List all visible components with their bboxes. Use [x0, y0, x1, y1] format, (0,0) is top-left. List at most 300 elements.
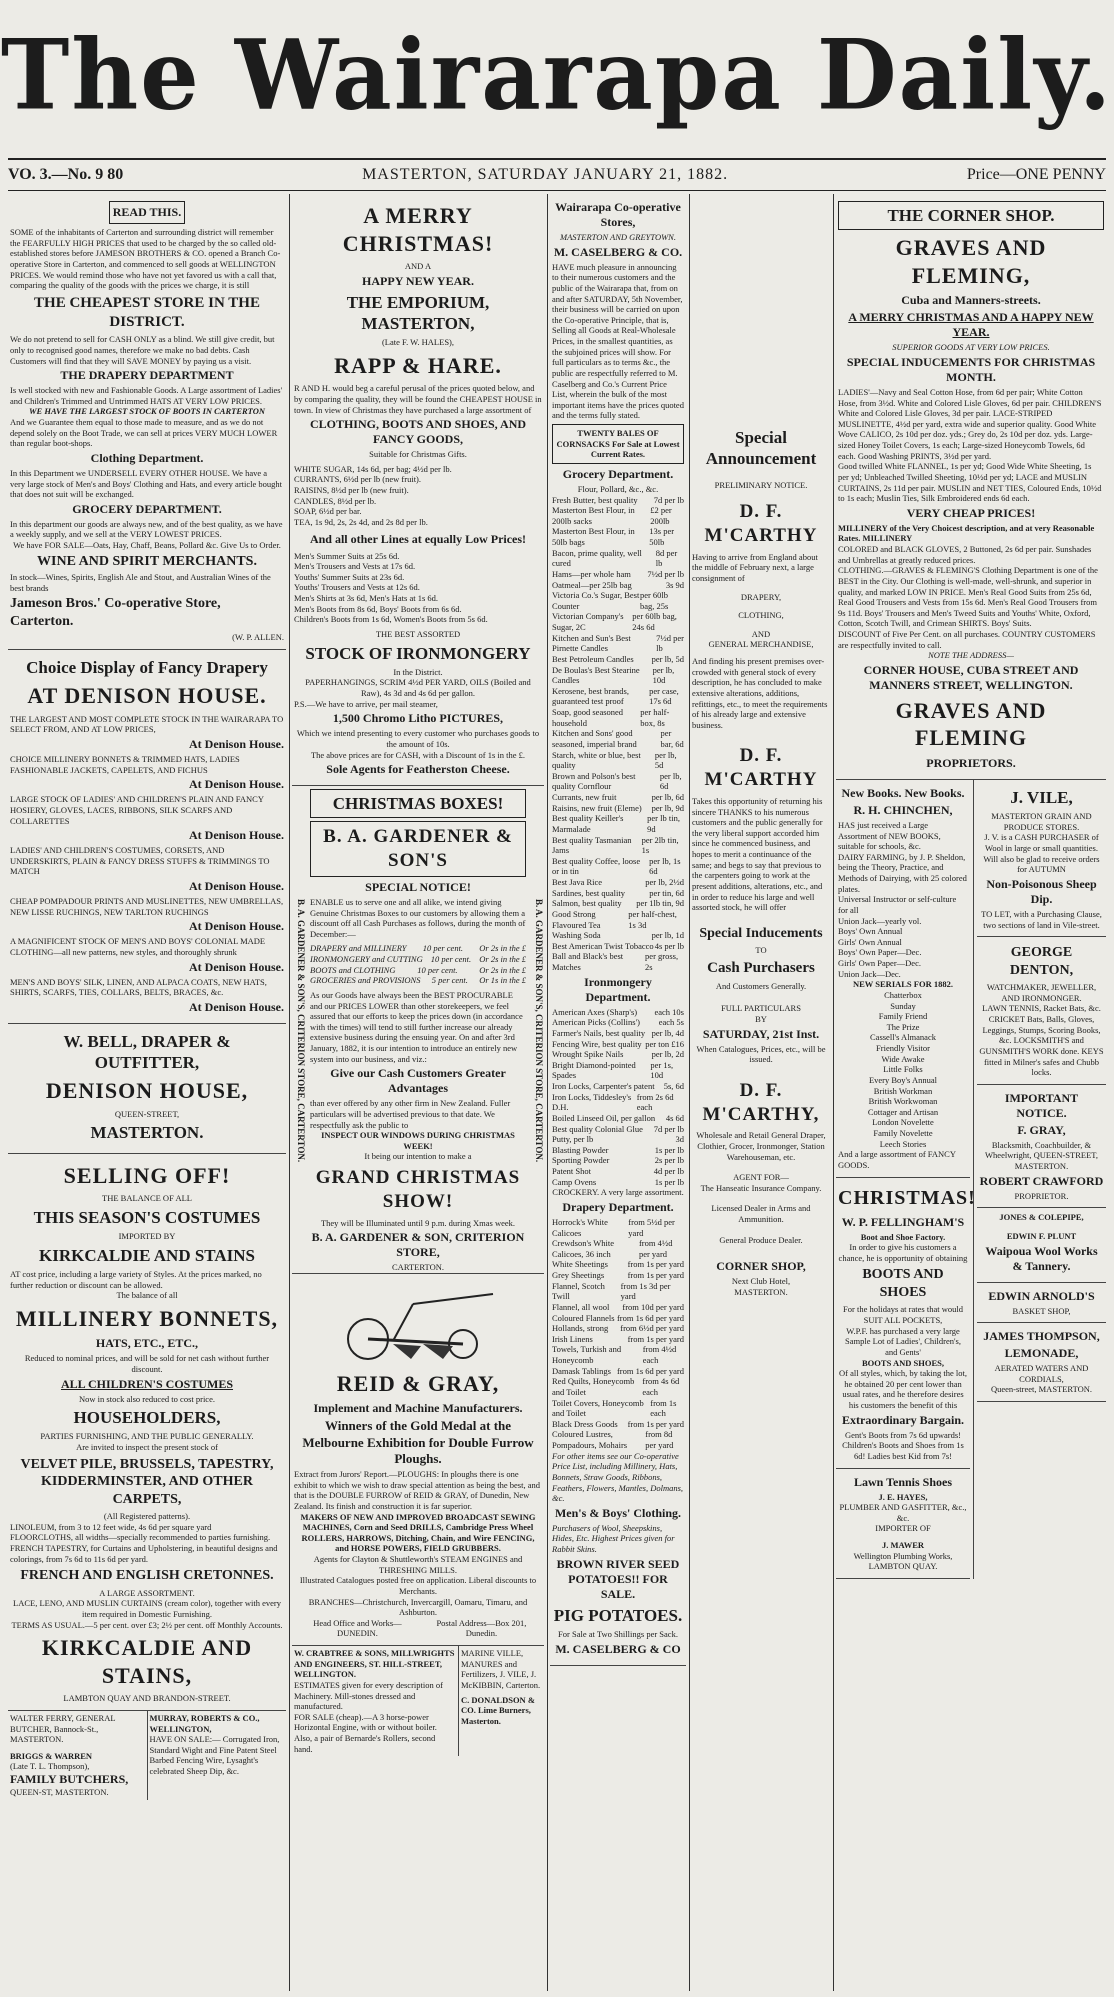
- item-price: from 1s per yard: [627, 1418, 684, 1429]
- advert-heading: Clothing Department.: [90, 450, 204, 465]
- mccarthy-advert: [692, 194, 830, 1298]
- list-item: [552, 505, 684, 526]
- advert-heading: Sole Agents for Featherston Cheese.: [326, 762, 510, 777]
- advert-heading: B. A. GARDENER & SON'S: [310, 821, 526, 877]
- item-name: Hams—per whole ham: [552, 568, 631, 579]
- list-item: [552, 1313, 684, 1324]
- advert-text: BY: [755, 1013, 767, 1024]
- advert-heading: GEORGE DENTON,: [1009, 945, 1074, 978]
- item-price: 3s 9d: [665, 579, 684, 590]
- book-item: Boys' Own Annual: [838, 926, 903, 937]
- list-item: [552, 707, 684, 728]
- list-item: [552, 1177, 684, 1188]
- discount-item: BOOTS and CLOTHING: [310, 964, 396, 975]
- left-subcolumn: [836, 780, 974, 1579]
- arnold-advert: [977, 1283, 1106, 1324]
- advert-heading: CORNER HOUSE, CUBA STREET AND MANNERS STREET, WELLINGTON.: [863, 662, 1079, 692]
- marine-advert: [459, 1646, 544, 1756]
- advert-text: Wholesale and Retail General Draper, Clothier, Grocer, Ironmonger, Station Warehouseman, etc.: [696, 1130, 826, 1162]
- suit-item: Men's Summer Suits at 25s 6d.: [294, 550, 400, 561]
- advert-text: Now in stock also reduced to cost price.: [79, 1393, 215, 1404]
- advert-text: than ever offered by any other firm in New Zealand. Fuller particulars will be advertised previous to that date. We respectfully ask the public to: [310, 1098, 511, 1130]
- advert-text: The balance of all: [116, 1290, 178, 1301]
- advert-heading: SELLING OFF!: [63, 1162, 231, 1188]
- list-item: [552, 803, 684, 814]
- advert-text: LADIES'—Navy and Seal Cotton Hose, from 6d per pair; White Cotton Hose, from 3½d. White and Colored Lisle Gloves, 6d per pair. CHILDREN'S White and Colored Lisle Gloves, 3d per pair. LACE-STRIPED MUSLINETTE, 4½d per yard, extra wide and superior quality. Good White Wove CALICO, 2s 10d per doz. yds.; Grey do, 2s 10d per doz. yds. Large-sized Honey Toilet Covers, 1s each; Large-sized Honeycomb Towels, 6d each. Good Washing PRINTS, 3½d per yard.: [838, 386, 1102, 461]
- right-subcolumn: [974, 780, 1106, 1579]
- item-name: Irish Linens: [552, 1333, 593, 1344]
- price-item: CURRANTS, 6½d per lb (new fruit).: [294, 474, 422, 485]
- list-item: [552, 792, 684, 803]
- advert-heading: IMPORTANT NOTICE.: [1004, 1090, 1079, 1120]
- advert-text: Will also be glad to receive orders for AUTUMN: [983, 853, 1100, 875]
- item-name: Soap, good seasoned household: [552, 707, 624, 728]
- advert-heading: EDWIN ARNOLD'S: [988, 1288, 1095, 1303]
- advert-text: IMPORTED BY: [118, 1231, 176, 1241]
- bottom-adverts: [292, 1646, 544, 1756]
- advert-text: For Sale at Two Shillings per Sack.: [558, 1628, 678, 1639]
- advert-text: In the District.: [393, 666, 443, 677]
- advert-text: And Customers Generally.: [715, 980, 807, 991]
- advert-text: LINOLEUM, from 3 to 12 feet wide, 4s 6d per square yard: [10, 1521, 212, 1532]
- newspaper-title: The Wairarapa Daily.: [0, 18, 1114, 132]
- column-rule: [833, 194, 834, 1991]
- advert-heading: TWENTY BALES OF CORNSACKS For Sale at Lowest Current Rates.: [552, 424, 684, 464]
- list-item: [552, 1217, 684, 1238]
- advert-heading: Jameson Bros.' Co-operative Store, Carterton.: [10, 596, 221, 629]
- item-name: Crewdson's White Calicoes, 36 inch: [552, 1238, 615, 1259]
- advert-heading: Lawn Tennis Shoes: [853, 1474, 953, 1489]
- list-item: [552, 569, 684, 580]
- serial-item: Cassell's Almanack: [870, 1032, 936, 1043]
- ferry-advert: [8, 1711, 148, 1800]
- item-price: from 8d per yard: [645, 1429, 674, 1450]
- advert-heading: THE EMPORIUM, MASTERTON,: [346, 292, 490, 333]
- list-item: [552, 813, 684, 834]
- serial-item: Family Novelette: [873, 1128, 933, 1138]
- list-item: [552, 1134, 684, 1145]
- advert-text: FOR SALE (cheap).—A 3 horse-power Horizontal Engine, with or without boiler. Also, a pair of Bernarde's Rollers, second hand.: [294, 1711, 437, 1754]
- advert-text: And we Guarantee them equal to those made to measure, and as we do not depend solely on the Boot Trade, we can sell at prices VERY MUCH LOWER than regular boot-shops.: [10, 417, 278, 449]
- list-item: [10, 794, 284, 843]
- column-1: [8, 194, 286, 1991]
- item-name: Currants, new fruit: [552, 792, 617, 802]
- list-item: [552, 548, 684, 569]
- item-name: Bacon, prime quality, well cured: [552, 547, 642, 569]
- book-item: Boys' Own Paper—Dec.: [838, 947, 922, 958]
- advert-heading: Special Announcement: [705, 428, 817, 469]
- item-price: per half-chest, 1s 3d: [628, 908, 677, 930]
- lower-adverts: [836, 780, 1106, 1579]
- advert-text: Which we intend presenting to every customer who purchases goods to the amount of 10s.: [296, 728, 540, 749]
- discount-row: [310, 965, 526, 976]
- advert-heading: REID & GRAY,: [336, 1370, 500, 1396]
- item-price: 8d per lb: [655, 547, 678, 569]
- list-item: [552, 1238, 684, 1259]
- lawn-tennis-advert: [836, 1469, 970, 1579]
- advert-text: HAVE ON SALE:— Corrugated Iron, Standard Wight and Fine Patent Steel Barbed Fencing Wire, Lysaght's celebrated Sheep Dip, &c.: [149, 1734, 280, 1776]
- item-name: Kitchen and Sons' good seasoned, imperial brand: [552, 728, 637, 749]
- advert-text: Suitable for Christmas Gifts.: [369, 449, 467, 460]
- advert-text: LAMBTON QUAY AND BRANDON-STREET.: [63, 1693, 231, 1704]
- discount-rate: Or 1s in the £: [479, 975, 526, 986]
- advert-text: P.S.—We have to arrive, per mail steamer,: [294, 698, 438, 709]
- list-item: [552, 856, 684, 877]
- list-item: [552, 1007, 684, 1018]
- advert-text: Boot and Shoe Factory.: [860, 1231, 946, 1242]
- advert-text: Reduced to nominal prices, and will be sold for net cash without further discount.: [24, 1353, 270, 1374]
- item-price: from 10d per yard: [622, 1301, 684, 1312]
- item-price: per 1s, 10d: [650, 1059, 674, 1081]
- item-name: Grey Sheetings: [552, 1270, 605, 1280]
- advert-text: MILLINERY of the Very Choicest description, and at very Reasonable Rates. MILLINERY: [838, 522, 1095, 544]
- advert-text: When Catalogues, Prices, etc., will be issued.: [696, 1043, 826, 1065]
- advert-text: LACE, LENO, AND MUSLIN CURTAINS (cream color), together with every item required in Domestic Furnishing.: [13, 1598, 281, 1619]
- advert-text: TERMS AS USUAL.—5 per cent. over £3; 2½ per cent. off Monthly Accounts.: [11, 1619, 283, 1630]
- advert-text: Next Club Hotel,: [731, 1276, 791, 1287]
- list-item: [552, 1145, 684, 1156]
- advert-text: Blacksmith, Coachbuilder, & Wheelwright, QUEEN-STREET, MASTERTON.: [985, 1139, 1098, 1171]
- column-rule: [289, 194, 290, 1991]
- item-price: from 4½d per yard: [638, 1238, 673, 1259]
- advert-text: J. E. HAYES,: [878, 1491, 928, 1502]
- item-name: Fencing Wire, best quality: [552, 1038, 642, 1049]
- item-name: Black Dress Goods: [552, 1418, 618, 1429]
- advert-signature: (W. P. ALLEN.: [232, 632, 284, 643]
- item-name: Farmer's Nails, best quality: [552, 1027, 646, 1038]
- advert-heading: KIRKCALDIE AND STAINS,: [41, 1635, 253, 1688]
- price-item: SOAP, 6½d per bar.: [294, 506, 362, 517]
- item-name: Flannel, Scotch Twill: [552, 1280, 605, 1302]
- list-item: [552, 835, 684, 856]
- advert-text: MARINE VILLE, MANURES and Fertilizers, J. VILE, J. McKIBBIN, Carterton.: [461, 1648, 541, 1690]
- advert-heading: FRENCH AND ENGLISH CRETONNES.: [20, 1568, 274, 1584]
- item-name: Sardines, best quality: [552, 887, 625, 898]
- item-text: CHEAP POMPADOUR PRINTS AND MUSLINETTES, NEW UMBRELLAS, NEW LISSE RUCHINGS, NEW TARLTON RUCHINGS: [10, 896, 284, 917]
- item-name: Victorian Company's Sugar, 2C: [552, 611, 624, 632]
- advert-text: DISCOUNT of Five Per Cent. on all purchases. COUNTRY CUSTOMERS are respectfully invited to call.: [838, 629, 1096, 650]
- publication-date: MASTERTON, SATURDAY JANUARY 21, 1882.: [362, 166, 729, 183]
- advert-text: Good twilled White FLANNEL, 1s per yd; Good Wide White Sheeting, 1s per yd; Unbleached Twilled Sheeting, 10½d per yd; LACE and MUSLIN CURTAINS, 2s 11d per pair. MUSLIN and NET TIES, Coloured Ends, 10½d to 1s each; Muslin Ties, Silk Embroidered ends 6d each.: [838, 461, 1102, 504]
- advert-text: Is well stocked with new and Fashionable Goods. A Large assortment of Ladies' and Children's Trimmed and Untrimmed HATS AT VERY LOW PRICES.: [10, 385, 283, 406]
- advert-heading: D. F. M'CARTHY: [704, 501, 818, 546]
- suit-item: Men's Shirts at 3s 6d, Men's Hats at 1s 6d.: [294, 593, 439, 603]
- list-item: [552, 1028, 684, 1039]
- price-list: [294, 464, 542, 528]
- advert-text: WATCHMAKER, JEWELLER, AND IRONMONGER.: [986, 982, 1097, 1003]
- discount-percent: 10 per cent.: [417, 964, 458, 975]
- discount-item: IRONMONGERY and CUTTING: [310, 954, 423, 964]
- item-price: per lb, 1s 6d: [649, 855, 681, 877]
- list-item: [552, 1366, 684, 1377]
- advert-text: FULL PARTICULARS: [721, 1003, 801, 1014]
- list-item: [552, 1259, 684, 1270]
- item-price: 7½d per lb: [647, 568, 684, 579]
- list-item: [552, 771, 684, 792]
- list-item: [552, 580, 684, 591]
- column-rule: [547, 194, 548, 1991]
- side-banner: B. A. GARDENER & SON'S, CRITERION STORE, CARTERTON.: [534, 899, 544, 1163]
- advert-heading: VERY CHEAP PRICES!: [906, 505, 1036, 520]
- advert-text: Licensed Dealer in Arms and Ammunition.: [711, 1203, 811, 1224]
- column-3: [550, 194, 686, 1991]
- advert-heading: MASTERTON.: [90, 1123, 204, 1143]
- book-item: Union Jack—Dec.: [838, 968, 901, 979]
- suit-item: Men's Boots from 8s 6d, Boys' Boots from 6s 6d.: [294, 603, 462, 614]
- advert-heading: SPECIAL NOTICE!: [365, 879, 471, 894]
- advert-text: W.P.F. has purchased a very large Sample Lot of Ladies', Children's, and Gents': [845, 1325, 961, 1357]
- advert-text: AND: [751, 628, 771, 639]
- item-price: per half-box, 8s: [640, 707, 670, 728]
- discount-rate: Or 2s in the £: [479, 964, 526, 975]
- item-price: 7d per lb: [653, 1123, 684, 1134]
- advert-heading: R. H. CHINCHEN,: [853, 802, 953, 817]
- item-name: Brown and Polson's best quality Cornflour: [552, 770, 636, 792]
- serial-item: Friendly Visitor: [876, 1043, 930, 1053]
- advert-text: J. V. is a CASH PURCHASER of Wool in large or small quantities.: [984, 832, 1099, 853]
- advert-text: Flour, Pollard, &c., &c.: [577, 483, 659, 494]
- item-text: MEN'S AND BOYS' SILK, LINEN, AND ALPACA COATS, NEW HATS, SHIRTS, SCARFS, TIES, COLLARS, BELTS, BRACES, &c.: [10, 976, 267, 998]
- list-item: [552, 1124, 684, 1135]
- graves-fleming-advert: [836, 194, 1106, 780]
- item-text: A MAGNIFICENT STOCK OF MEN'S AND BOYS' COLONIAL MADE CLOTHING—all new patterns, new styles, and thoroughly shrunk: [10, 936, 266, 957]
- serial-item: Wide Awake: [881, 1053, 925, 1064]
- list-item: [552, 654, 684, 665]
- advert-heading: INSPECT OUR WINDOWS DURING CHRISTMAS WEEK!: [321, 1130, 515, 1151]
- grocery-list: [552, 495, 684, 973]
- advert-heading: CLOTHING, BOOTS AND SHOES, AND FANCY GOODS,: [309, 417, 527, 447]
- book-item: Girls' Own Annual: [838, 936, 902, 947]
- discount-rate: Or 2s in the £: [479, 954, 526, 964]
- list-item: [552, 1302, 684, 1313]
- item-price: from 1s 6d per yard: [616, 1312, 684, 1323]
- advert-text: In this Department we UNDERSELL EVERY OTHER HOUSE. We have a very large stock of Men's and Boys' Clothing and Hats, and every article bought that does not suit will be exchanged.: [10, 467, 283, 500]
- item-price: 7d per lb: [653, 494, 684, 505]
- item-name: American Axes (Sharp's): [552, 1006, 638, 1017]
- advert-heading: Winners of the Gold Medal at the Melbourne Exhibition for Double Furrow Ploughs.: [302, 1418, 534, 1466]
- book-item: Girls' Own Paper—Dec.: [838, 958, 921, 968]
- item-price: per lb, 2d: [651, 1049, 684, 1060]
- list-item: [552, 1166, 684, 1177]
- serial-item: Little Folks: [883, 1064, 923, 1075]
- advert-text: AGENT FOR—: [733, 1172, 789, 1183]
- list-item: [552, 590, 684, 611]
- advert-text: As our Goods have always been the BEST PROCURABLE and our PRICES LOWER than other storekeepers, we feel assured that our efforts to keep the prices down (in accordance with the times) will tend to still further increase our already extensive business during the ensuing year. On and after 3rd January, 1882, it is our intention to introduce an entirely new system into our business, and viz.:: [310, 989, 523, 1064]
- item-price: per case, 17s 6d: [649, 685, 679, 707]
- item-price: 4s 6d: [665, 1112, 684, 1123]
- advert-heading: W. P. FELLINGHAM'S: [841, 1214, 965, 1229]
- jones-advert: [977, 1208, 1106, 1282]
- advert-text: CARTERTON.: [392, 1262, 444, 1273]
- advert-heading: Cash Purchasers: [707, 959, 815, 976]
- advert-text: LAWN TENNIS, Racket Bats, &c. CRICKET Bats, Balls, Gloves, Leggings, Stumps, Scoring Books, &c. LOCKSMITH'S and GUNSMITH'S WORK done. KEYS fitted in Milner's safes and Chubb locks.: [979, 1003, 1104, 1078]
- advert-text: COLORED and BLACK GLOVES, 2 Buttoned, 2s 6d per pair. Sunshades and Umbrellas at greatly reduced prices.: [838, 544, 1092, 565]
- list-item: [552, 1039, 684, 1050]
- item-tag: At Denison House.: [188, 777, 284, 792]
- advert-text: HAVE much pleasure in announcing to their numerous customers and the public of the Wairarapa that, from on and after SATURDAY, 5th November, their business will be carried on upon the Co-operative Principle, that is, Selling all Goods at Real-Wholesale Prices, in the smallest quantities, as the subjoined prices will show. For full particulars as to terms &c., the public are respectfully referred to M. Caselberg and Co.'s Current Price List, wherein the bulk of the most important items have the prices quoted and the terms fully stated.: [552, 261, 684, 421]
- advert-heading: Drapery Department.: [562, 1199, 674, 1214]
- advert-text: They will be Illuminated until 9 p.m. during Xmas week.: [320, 1217, 516, 1228]
- item-price: 1s per lb: [654, 1176, 684, 1187]
- advert-text: Extract from Jurors' Report.—PLOUGHS: In ploughs there is one exhibit to which we wish to draw special attention as being the best, and that is the DOUBLE FURROW of REID & GRAY, of Dunedin, New Zealand. Its finish and construction it is far superior.: [294, 1469, 540, 1511]
- advert-heading: CORNER SHOP,: [716, 1259, 806, 1274]
- advert-heading: BROWN RIVER SEED POTATOES!! FOR SALE.: [556, 1556, 680, 1601]
- item-price: 7½d per lb: [656, 632, 684, 654]
- item-name: Victoria Co.'s Sugar, Best Counter: [552, 590, 640, 611]
- list-item: [552, 1419, 684, 1430]
- item-name: Salmon, best quality: [552, 898, 622, 909]
- crabtree-advert: [292, 1646, 459, 1756]
- advert-text: SOME of the inhabitants of Carterton and surrounding district will remember the FEARFULLY HIGH PRICES that used to be charged by the so called old-established stores before JAMESON BROTHERS & CO. opened a Branch Co-operative Store in Carterton, and commenced to sell goods at WELLINGTON PRICES. We would remind those who have not yet favored us with a call that, comparing the quality of the goods with the prices we charge, it is still: [10, 227, 281, 291]
- item-price: £2 per 200lb: [650, 505, 672, 526]
- list-item: [552, 1017, 684, 1028]
- annual-list: [838, 894, 968, 979]
- item-price: per lb, 5d: [651, 653, 684, 664]
- advert-heading: HAPPY NEW YEAR.: [362, 273, 474, 288]
- advert-heading: M. CASELBERG & CO: [555, 1641, 681, 1656]
- advert-text: CLOTHING.—GRAVES & FLEMING'S Clothing Department is one of the BEST in the City. Our Clothing is well-made, well-shrunk, and superior in quality, and marked LOW IN PRICE. Men's Real Good Suits from 25s 6d, Real Good Trousers and Vests from 15s 6d. Men's Real Good Trousers from 9s 11d. Boys' Trousers and Men's Tweed Suits and Youths' White, Oxford, Cotton, Scotch Twill, and Crimean SHIRTS. Boys' Suits.: [838, 565, 1098, 629]
- kirkcaldie-advert: [8, 1154, 286, 1711]
- item-price: 3d: [675, 1134, 684, 1145]
- list-item: [552, 877, 684, 888]
- list-item: [552, 665, 684, 686]
- advert-text: PLUMBER AND GASFITTER, &c., &c.: [839, 1502, 967, 1523]
- advert-text: MASTERTON AND GREYTOWN.: [560, 232, 676, 242]
- item-price: from 1s per yard: [627, 1270, 684, 1280]
- item-price: 2s per lb: [654, 1155, 684, 1166]
- item-name: Iron Locks, Carpenter's patent: [552, 1081, 655, 1091]
- item-name: Washing Soda: [552, 930, 601, 941]
- advert-heading: M. CASELBERG & CO.: [553, 244, 683, 259]
- advert-text: TO: [755, 945, 767, 956]
- thompson-advert: [977, 1323, 1106, 1402]
- advert-heading: THIS SEASON'S COSTUMES: [33, 1207, 261, 1227]
- advert-text: (Late F. W. HALES),: [381, 337, 455, 348]
- item-price: each 5s: [658, 1017, 684, 1028]
- item-price: 4s per lb: [654, 940, 684, 951]
- chinchen-advert: [836, 780, 970, 1178]
- item-name: Kerosene, best brands, guaranteed test proof: [552, 685, 629, 707]
- item-price: from 2s 6d each: [636, 1091, 674, 1113]
- item-price: per gross, 2s: [645, 951, 679, 972]
- advert-text: THE BALANCE OF ALL: [102, 1193, 192, 1204]
- advert-heading: PROPRIETORS.: [926, 755, 1016, 770]
- volume-number: VO. 3.—No. 9 80: [8, 166, 124, 183]
- item-name: Masterton Best Flour, in 50lb bags: [552, 526, 635, 547]
- item-tag: At Denison House.: [188, 999, 284, 1014]
- advert-heading: THE DRAPERY DEPARTMENT: [60, 368, 234, 383]
- list-item: [10, 845, 284, 894]
- item-name: Red Quilts, Honeycomb and Toilet: [552, 1376, 635, 1397]
- advert-heading: 1,500 Chromo Litho PICTURES,: [332, 711, 504, 726]
- list-item: [552, 1323, 684, 1334]
- advert-text: ENABLE us to serve one and all alike, we intend giving Genuine Christmas Boxes to our customers by allowing them a discount off all Cash Purchases as follows, during the month of December:—: [310, 896, 526, 939]
- advert-heading: J. VILE,: [1010, 787, 1073, 807]
- item-name: Bright Diamond-pointed Spades: [552, 1059, 636, 1081]
- item-name: Best quality Colonial Glue: [552, 1123, 643, 1134]
- advert-text: CLOTHING,: [738, 610, 784, 621]
- advert-heading: GRAVES AND FLEMING,: [895, 235, 1047, 288]
- list-item: [552, 1429, 684, 1450]
- advert-heading: MILLINERY BONNETS,: [15, 1305, 279, 1331]
- advert-heading: FAMILY BUTCHERS,: [10, 1772, 129, 1786]
- advert-heading: CHRISTMAS BOXES!: [310, 789, 526, 818]
- murray-advert: [148, 1711, 287, 1800]
- item-price: per lb, 10d: [652, 664, 675, 686]
- advert-text: PROPRIETOR.: [1014, 1190, 1069, 1201]
- advert-heading: DENISON HOUSE,: [45, 1078, 249, 1104]
- advert-text: Head Office and Works—DUNEDIN.: [313, 1617, 402, 1639]
- advert-text: QUEEN-STREET,: [114, 1108, 180, 1119]
- advert-heading: Ironmongery Department.: [584, 974, 652, 1004]
- list-item: [552, 1398, 684, 1419]
- serial-item: Cottager and Artisan: [867, 1106, 939, 1117]
- advert-text: JONES & COLEPIPE,: [999, 1212, 1084, 1223]
- list-item: [552, 1060, 684, 1081]
- advert-text: SUPERIOR GOODS AT VERY LOW PRICES.: [892, 342, 1050, 353]
- advert-text: And finding his present premises over-crowded with general stock of every description, he has concluded to make extensive alterations, additions, refittings, etc., to meet the requirements of his already large and extensive business.: [692, 656, 828, 730]
- advert-text: BRANCHES—Christchurch, Invercargill, Oamaru, Timaru, and Ashburton.: [308, 1596, 528, 1618]
- advert-heading: ROBERT CRAWFORD: [979, 1173, 1104, 1188]
- fellingham-advert: [836, 1178, 976, 1469]
- item-price: per lb tin, 9d: [647, 813, 680, 834]
- item-name: Blasting Powder: [552, 1144, 609, 1155]
- advert-text: DAIRY FARMING, by J. P. Sheldon, being the Theory, Practice, and Methods of Dairying, with 25 colored plates.: [838, 851, 967, 894]
- advert-heading: GRAND CHRISTMAS SHOW!: [315, 1167, 521, 1212]
- side-banner: B. A. GARDENER & SON'S, CRITERION STORE, CARTERTON.: [296, 899, 306, 1163]
- list-item: [10, 754, 284, 792]
- advert-text: Illustrated Catalogues posted free on application. Liberal discounts to Merchants.: [299, 1575, 537, 1596]
- item-price: per lb, 4d: [651, 1027, 684, 1038]
- advert-text: MASTERTON.: [734, 1286, 788, 1297]
- advert-text: MASTERTON GRAIN AND PRODUCE STORES.: [991, 811, 1092, 832]
- list-item: [552, 611, 684, 632]
- item-price: per 60lb bag, 25s: [639, 590, 669, 611]
- advert-text: R AND H. would beg a careful perusal of the prices quoted below, and by comparing the quality, they will be found the CHEAPEST HOUSE in town. In view of Christmas they have purchased a large assortment of: [294, 383, 542, 415]
- item-name: Best quality Keiller's Marmalade: [552, 813, 624, 834]
- advert-heading: Grocery Department.: [562, 466, 674, 481]
- serial-item: British Workman: [873, 1085, 933, 1096]
- list-item: [552, 1281, 684, 1302]
- advert-text: In stock—Wines, Spirits, English Ale and Stout, and Australian Wines of the best brands: [10, 572, 271, 593]
- advert-text: Gent's Boots from 7s 6d upwards! Children's Boots and Shoes from 1s 6d! Ladies best Kid from 7s!: [842, 1429, 964, 1461]
- list-item: [552, 941, 684, 952]
- column-4: [692, 194, 830, 1991]
- item-tag: At Denison House.: [188, 919, 284, 934]
- bell-advert: [8, 1024, 286, 1154]
- serial-item: Sunday: [890, 1000, 916, 1011]
- item-name: Best quality Tasmanian Jams: [552, 834, 632, 856]
- ironmongery-list: [552, 1007, 684, 1188]
- item-price: per lb, 6d: [659, 770, 682, 792]
- item-price: per lb, 6d: [651, 792, 684, 802]
- advert-text: FRENCH TAPESTRY, for Curtains and Upholstering, in beautiful designs and colorings, from 7s 6d to 11s 6d per yard.: [10, 1543, 278, 1564]
- item-price: each 10s: [654, 1006, 684, 1017]
- advert-heading: Implement and Machine Manufacturers.: [313, 1401, 523, 1416]
- advert-text: The Hanseatic Insurance Company.: [700, 1182, 822, 1193]
- item-name: De Boulas's Best Stearine Candles: [552, 664, 640, 686]
- serial-item: Every Boy's Annual: [868, 1074, 938, 1085]
- advert-heading: Choice Display of Fancy Drapery: [26, 658, 268, 677]
- item-text: CHOICE MILLINERY BONNETS & TRIMMED HATS, LADIES FASHIONABLE JACKETS, CAPELETS, AND FICHUS: [10, 754, 240, 775]
- suits-list: [294, 551, 542, 625]
- item-price: from 4½d each: [642, 1344, 677, 1365]
- read-this-heading: READ THIS.: [109, 201, 185, 224]
- advert-heading: GRAVES AND FLEMING: [895, 697, 1047, 751]
- advert-heading: NEW SERIALS FOR 1882.: [853, 979, 953, 990]
- caselberg-advert: [550, 194, 686, 1666]
- advert-heading: Waipoua Wool Works & Tannery.: [985, 1243, 1098, 1273]
